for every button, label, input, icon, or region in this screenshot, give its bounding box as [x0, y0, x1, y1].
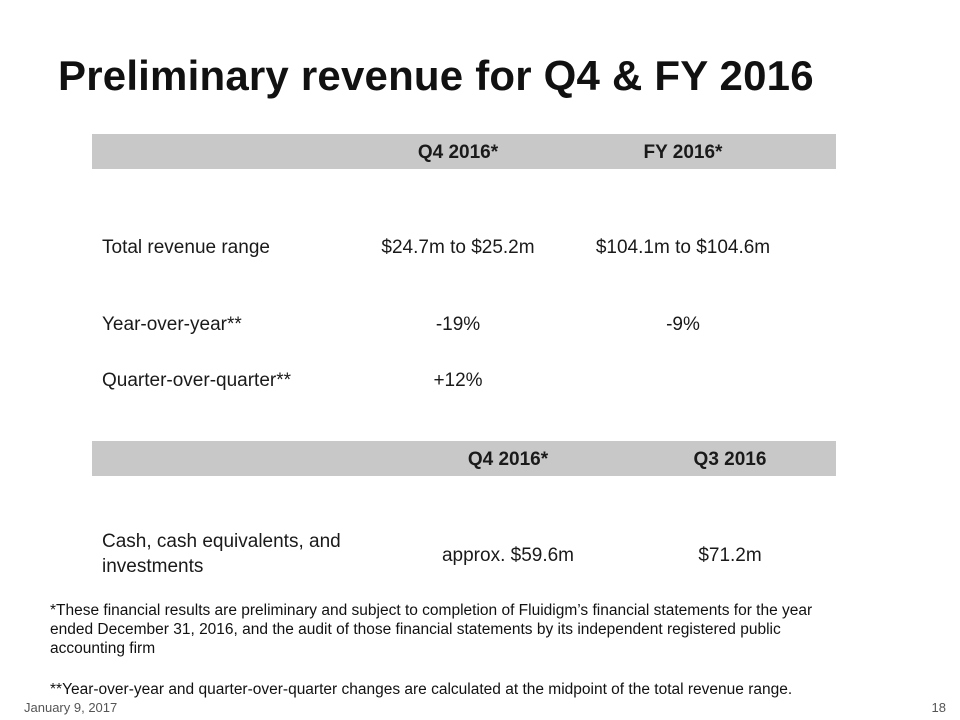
row-label-cash-line2: investments: [102, 556, 204, 577]
slide-title: Preliminary revenue for Q4 & FY 2016: [58, 52, 814, 99]
footer-date: January 9, 2017: [24, 700, 118, 715]
revenue-table: [92, 134, 836, 391]
fy-total-revenue-value: $104.1m to $104.6m: [595, 237, 771, 258]
q3-cash-value: $71.2m: [698, 545, 762, 566]
row-label-cash-line1: Cash, cash equivalents, and: [102, 531, 341, 552]
cash-table-header: [92, 441, 836, 476]
cash-table: [92, 441, 836, 577]
footnote-midpoint: **Year-over-year and quarter-over-quarter changes are calculated at the midpoint of the total revenue range.: [50, 681, 793, 698]
column-header-q4-2016: Q4 2016*: [417, 142, 499, 163]
q4-yoy-value: -19%: [435, 314, 481, 335]
q4-total-revenue-value: $24.7m to $25.2m: [381, 237, 535, 258]
footnote-preliminary: *These financial results are preliminary and subject to completion of Fluidigm’s financial statements for the year ended December 31, 2016, and the audit of those financial statements by its independent registered public accounting firm: [50, 602, 813, 657]
row-label-year-over-year: Year-over-year**: [102, 314, 242, 335]
row-label-total-revenue: Total revenue range: [102, 237, 270, 258]
revenue-table-header: [92, 134, 836, 169]
q4-qoq-value: +12%: [433, 370, 483, 391]
column-header-q4-2016: Q4 2016*: [467, 449, 549, 470]
fy-yoy-value: -9%: [666, 314, 700, 335]
q4-cash-value: approx. $59.6m: [441, 545, 575, 566]
row-label-quarter-over-quarter: Quarter-over-quarter**: [102, 370, 292, 391]
page-number: 18: [931, 700, 946, 715]
column-header-q3-2016: Q3 2016: [693, 449, 767, 470]
column-header-fy-2016: FY 2016*: [643, 142, 723, 163]
